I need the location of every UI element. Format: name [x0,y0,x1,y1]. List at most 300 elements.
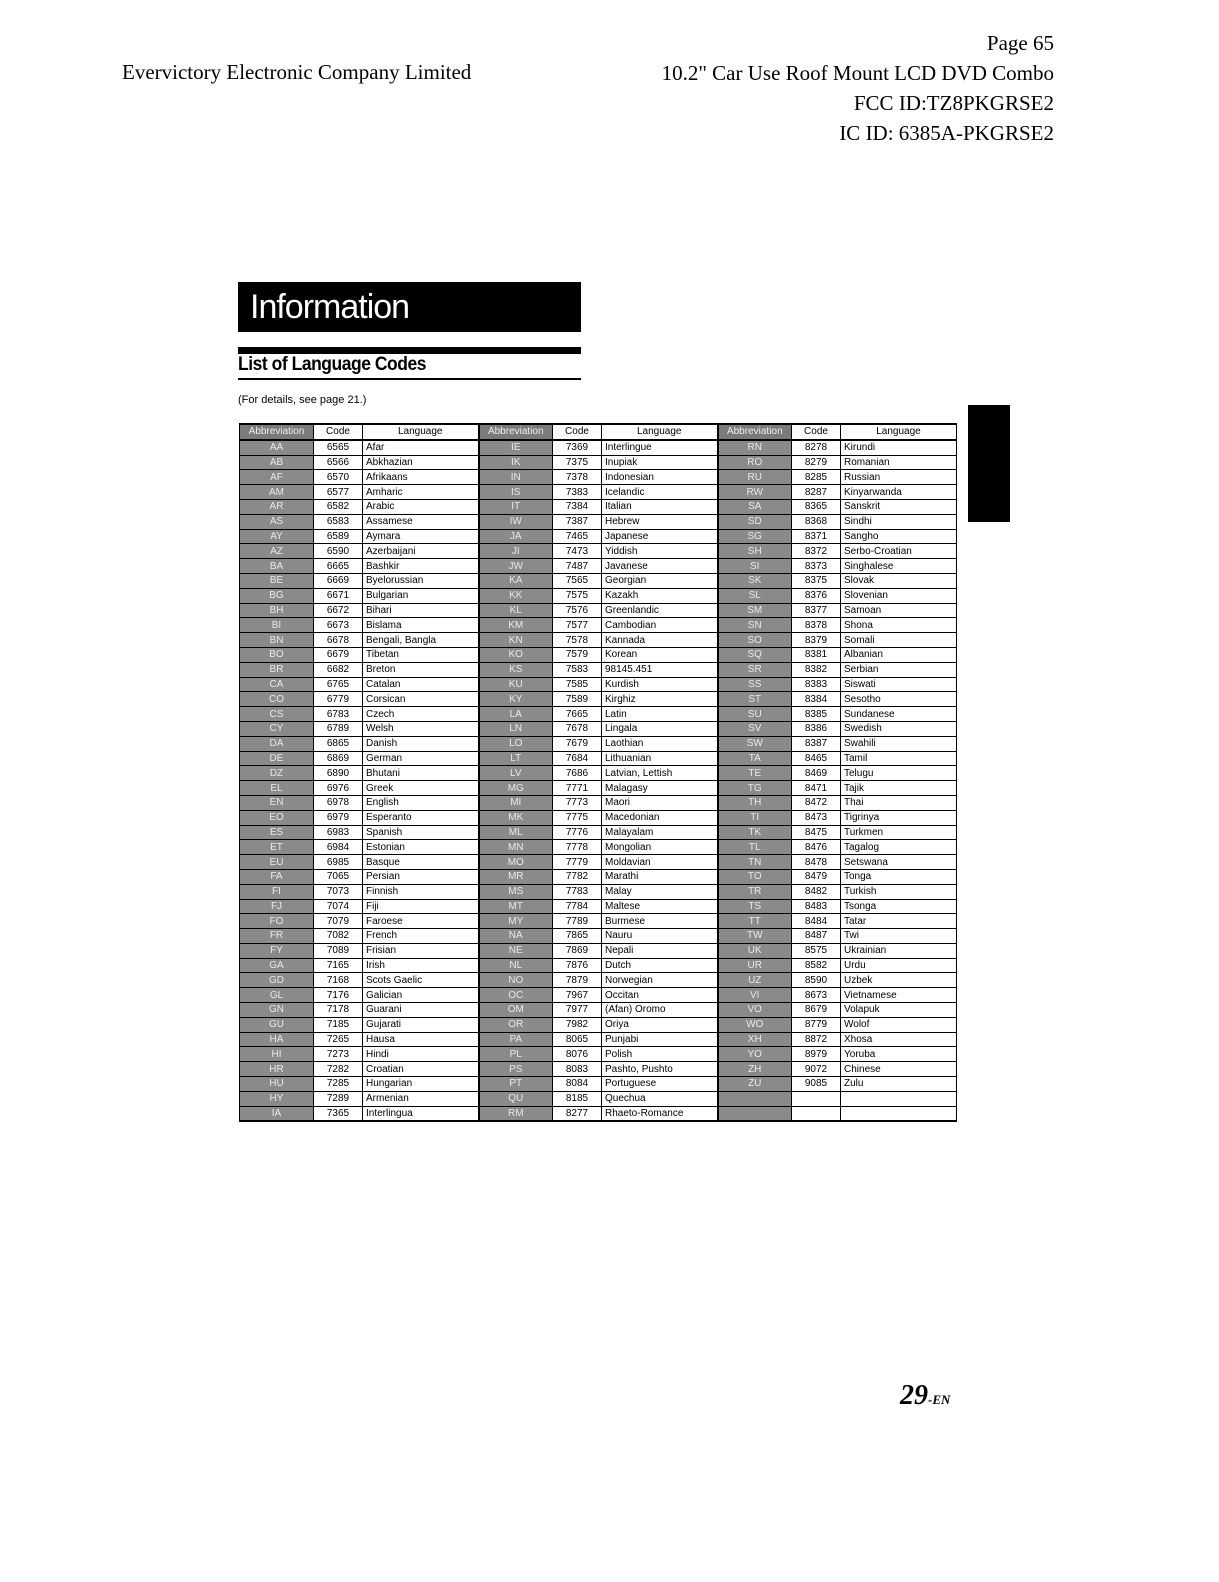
abbreviation-cell: SV [718,721,792,736]
language-cell: Catalan [363,677,479,692]
code-cell: 6577 [314,485,363,500]
code-cell: 7375 [553,455,602,470]
code-cell: 7073 [314,884,363,899]
abbreviation-cell: IE [479,440,553,455]
abbreviation-cell: KO [479,647,553,662]
language-cell: Korean [602,647,718,662]
code-cell: 8076 [553,1047,602,1062]
language-cell: Finnish [363,884,479,899]
abbreviation-cell: HY [240,1091,314,1106]
table-row [240,869,957,884]
table-row [240,1047,957,1062]
abbreviation-cell: AA [240,440,314,455]
table-row [240,988,957,1003]
language-cell: Azerbaijani [363,544,479,559]
abbreviation-cell: JW [479,559,553,574]
code-cell: 6671 [314,588,363,603]
code-cell: 7065 [314,869,363,884]
abbreviation-cell: OC [479,988,553,1003]
code-cell: 6765 [314,677,363,692]
language-cell: Fiji [363,899,479,914]
abbreviation-cell: MR [479,869,553,884]
abbreviation-cell: FJ [240,899,314,914]
language-cell: Interlingua [363,1106,479,1121]
language-cell: Urdu [841,958,957,973]
abbreviation-cell: KU [479,677,553,692]
abbreviation-cell: LO [479,736,553,751]
language-cell: Indonesian [602,470,718,485]
code-cell: 7282 [314,1062,363,1077]
code-cell: 8590 [792,973,841,988]
language-cell: Corsican [363,692,479,707]
language-cell: Albanian [841,647,957,662]
abbreviation-cell: KM [479,618,553,633]
code-cell: 8679 [792,1003,841,1018]
language-cell: Slovenian [841,588,957,603]
abbreviation-cell: SL [718,588,792,603]
abbreviation-cell: DE [240,751,314,766]
code-cell: 8483 [792,899,841,914]
code-cell: 6570 [314,470,363,485]
code-cell: 8673 [792,988,841,1003]
table-row [240,973,957,988]
language-cell: Cambodian [602,618,718,633]
code-cell: 7579 [553,647,602,662]
code-cell: 6678 [314,633,363,648]
language-cell: Tigrinya [841,810,957,825]
abbreviation-cell: HR [240,1062,314,1077]
code-cell: 7565 [553,573,602,588]
code-cell: 7775 [553,810,602,825]
language-cell: Volapuk [841,1003,957,1018]
table-row [240,1062,957,1077]
code-cell: 8368 [792,514,841,529]
code-cell: 6789 [314,721,363,736]
code-cell: 6865 [314,736,363,751]
code-cell: 8377 [792,603,841,618]
table-row [240,455,957,470]
information-banner [238,282,581,332]
abbreviation-cell: OR [479,1017,553,1032]
code-cell: 7876 [553,958,602,973]
code-cell: 8482 [792,884,841,899]
code-cell: 7589 [553,692,602,707]
banner-title: Information [250,288,410,326]
code-cell: 8376 [792,588,841,603]
column-header: Abbreviation [718,424,792,440]
abbreviation-cell: GN [240,1003,314,1018]
language-cell: (Afan) Oromo [602,1003,718,1018]
language-cell: Malagasy [602,781,718,796]
table-row [240,529,957,544]
column-header: Abbreviation [240,424,314,440]
table-row [240,825,957,840]
abbreviation-cell: MT [479,899,553,914]
abbreviation-cell: EO [240,810,314,825]
language-cell: Xhosa [841,1032,957,1047]
code-cell: 7783 [553,884,602,899]
language-cell: Persian [363,869,479,884]
table-row [240,914,957,929]
code-cell: 7778 [553,840,602,855]
language-cell: Laothian [602,736,718,751]
code-cell: 7782 [553,869,602,884]
language-cell: Faroese [363,914,479,929]
abbreviation-cell: MO [479,855,553,870]
code-cell: 7779 [553,855,602,870]
side-index-tab [968,405,1010,522]
code-cell: 7487 [553,559,602,574]
abbreviation-cell: UR [718,958,792,973]
table-row [240,544,957,559]
table-row [240,1032,957,1047]
abbreviation-cell: XH [718,1032,792,1047]
abbreviation-cell: NO [479,973,553,988]
abbreviation-cell: TE [718,766,792,781]
abbreviation-cell: AZ [240,544,314,559]
language-cell: Kinyarwanda [841,485,957,500]
abbreviation-cell: TS [718,899,792,914]
code-cell: 8379 [792,633,841,648]
language-cell: Guarani [363,1003,479,1018]
abbreviation-cell: FI [240,884,314,899]
abbreviation-cell: BR [240,662,314,677]
abbreviation-cell: SH [718,544,792,559]
code-cell: 6582 [314,499,363,514]
abbreviation-cell: IS [479,485,553,500]
table-row [240,855,957,870]
code-cell: 8471 [792,781,841,796]
language-cell: Dutch [602,958,718,973]
language-cell: Thai [841,795,957,810]
code-cell: 8473 [792,810,841,825]
abbreviation-cell: AF [240,470,314,485]
abbreviation-cell: PS [479,1062,553,1077]
abbreviation-cell: CA [240,677,314,692]
abbreviation-cell: OM [479,1003,553,1018]
language-cell: Kurdish [602,677,718,692]
abbreviation-cell: BE [240,573,314,588]
language-cell [841,1106,957,1121]
abbreviation-cell: TO [718,869,792,884]
code-cell: 8084 [553,1077,602,1092]
language-cell: Scots Gaelic [363,973,479,988]
language-cell: Tamil [841,751,957,766]
table-row [240,1106,957,1121]
abbreviation-cell: DZ [240,766,314,781]
table-row [240,899,957,914]
abbreviation-cell: RO [718,455,792,470]
abbreviation-cell: TK [718,825,792,840]
abbreviation-cell: IK [479,455,553,470]
table-row [240,884,957,899]
language-cell: Welsh [363,721,479,736]
language-cell: Irish [363,958,479,973]
section-title: List of Language Codes [238,354,427,375]
language-cell: Burmese [602,914,718,929]
language-cell: Breton [363,662,479,677]
table-row [240,692,957,707]
table-row [240,662,957,677]
code-cell: 8285 [792,470,841,485]
abbreviation-cell: NL [479,958,553,973]
language-cell: Kirundi [841,440,957,455]
abbreviation-cell: HI [240,1047,314,1062]
language-cell: Telugu [841,766,957,781]
code-cell: 7074 [314,899,363,914]
code-cell: 7378 [553,470,602,485]
code-cell: 7686 [553,766,602,781]
table-row [240,929,957,944]
abbreviation-cell: SU [718,707,792,722]
language-cell: French [363,929,479,944]
abbreviation-cell: JA [479,529,553,544]
abbreviation-cell: KN [479,633,553,648]
abbreviation-cell: NA [479,929,553,944]
table-row [240,470,957,485]
language-cell: Singhalese [841,559,957,574]
code-cell: 6983 [314,825,363,840]
abbreviation-cell: VI [718,988,792,1003]
code-cell: 8484 [792,914,841,929]
code-cell: 7577 [553,618,602,633]
language-cell: Chinese [841,1062,957,1077]
abbreviation-cell: YO [718,1047,792,1062]
abbreviation-cell: MS [479,884,553,899]
language-cell: Japanese [602,529,718,544]
language-cell: Byelorussian [363,573,479,588]
language-cell: Sanskrit [841,499,957,514]
code-cell: 7665 [553,707,602,722]
code-cell: 8487 [792,929,841,944]
language-cell: Lithuanian [602,751,718,766]
abbreviation-cell: PT [479,1077,553,1092]
code-cell: 7082 [314,929,363,944]
product-name: 10.2" Car Use Roof Mount LCD DVD Combo [661,61,1054,85]
language-cell: Tatar [841,914,957,929]
language-cell: Hausa [363,1032,479,1047]
table-row [240,1077,957,1092]
code-cell: 8582 [792,958,841,973]
code-cell: 7679 [553,736,602,751]
abbreviation-cell: VO [718,1003,792,1018]
abbreviation-cell: SS [718,677,792,692]
code-cell: 8373 [792,559,841,574]
language-cell: Basque [363,855,479,870]
language-cell: Siswati [841,677,957,692]
table-row [240,721,957,736]
code-cell: 8872 [792,1032,841,1047]
code-cell: 7869 [553,943,602,958]
abbreviation-cell: FA [240,869,314,884]
language-cell: Marathi [602,869,718,884]
column-header: Language [841,424,957,440]
code-cell: 8287 [792,485,841,500]
abbreviation-cell: RW [718,485,792,500]
abbreviation-cell: ES [240,825,314,840]
language-cell: Zulu [841,1077,957,1092]
abbreviation-cell: MI [479,795,553,810]
abbreviation-cell: JI [479,544,553,559]
abbreviation-cell: ET [240,840,314,855]
abbreviation-cell: IW [479,514,553,529]
language-cell: Greenlandic [602,603,718,618]
language-cell: Danish [363,736,479,751]
language-cell: Bengali, Bangla [363,633,479,648]
table-row [240,781,957,796]
code-cell: 7178 [314,1003,363,1018]
code-cell: 6985 [314,855,363,870]
language-cell: Bashkir [363,559,479,574]
language-cell: Wolof [841,1017,957,1032]
language-cell: Russian [841,470,957,485]
code-cell: 6679 [314,647,363,662]
language-cell: Latin [602,707,718,722]
abbreviation-cell: CS [240,707,314,722]
language-cell: Bihari [363,603,479,618]
language-cell: Rhaeto-Romance [602,1106,718,1121]
language-cell: Spanish [363,825,479,840]
abbreviation-cell: FR [240,929,314,944]
table-row [240,573,957,588]
language-cell: Quechua [602,1091,718,1106]
language-cell: Yoruba [841,1047,957,1062]
details-note: (For details, see page 21.) [238,394,367,406]
language-cell: Bislama [363,618,479,633]
code-cell: 6976 [314,781,363,796]
abbreviation-cell: IA [240,1106,314,1121]
language-cell: Uzbek [841,973,957,988]
code-cell: 8279 [792,455,841,470]
code-cell: 8381 [792,647,841,662]
code-cell: 7185 [314,1017,363,1032]
language-cell: Nauru [602,929,718,944]
abbreviation-cell: MY [479,914,553,929]
abbreviation-cell: MK [479,810,553,825]
code-cell: 8386 [792,721,841,736]
language-cell: Swahili [841,736,957,751]
abbreviation-cell: GD [240,973,314,988]
page-label: Page 65 [986,31,1054,55]
abbreviation-cell [718,1106,792,1121]
code-cell: 7684 [553,751,602,766]
abbreviation-cell: KL [479,603,553,618]
code-cell: 8278 [792,440,841,455]
language-cell: Aymara [363,529,479,544]
section-rule-bottom [238,378,581,380]
language-cell: Sangho [841,529,957,544]
abbreviation-cell: HA [240,1032,314,1047]
company-name: Evervictory Electronic Company Limited [122,60,472,84]
abbreviation-cell: KK [479,588,553,603]
code-cell: 7879 [553,973,602,988]
code-cell: 8185 [553,1091,602,1106]
language-cell: Maori [602,795,718,810]
abbreviation-cell: DA [240,736,314,751]
page-number-suffix: -EN [928,1392,951,1407]
language-cell: Macedonian [602,810,718,825]
code-cell: 6673 [314,618,363,633]
column-header: Language [363,424,479,440]
language-cell: 98145.451 [602,662,718,677]
code-cell: 8476 [792,840,841,855]
abbreviation-cell: SM [718,603,792,618]
code-cell: 8083 [553,1062,602,1077]
abbreviation-cell: BH [240,603,314,618]
abbreviation-cell: SR [718,662,792,677]
code-cell: 8371 [792,529,841,544]
table-row [240,499,957,514]
language-cell: Tajik [841,781,957,796]
abbreviation-cell: CY [240,721,314,736]
language-cell: Moldavian [602,855,718,870]
language-cell: Yiddish [602,544,718,559]
abbreviation-cell: EN [240,795,314,810]
code-cell: 7089 [314,943,363,958]
abbreviation-cell: HU [240,1077,314,1092]
abbreviation-cell: LA [479,707,553,722]
abbreviation-cell: SN [718,618,792,633]
abbreviation-cell: TG [718,781,792,796]
code-cell: 6565 [314,440,363,455]
language-codes-table [239,423,957,1122]
abbreviation-cell: BG [240,588,314,603]
document-header-block [662,28,1054,148]
table-row [240,707,957,722]
abbreviation-cell: KS [479,662,553,677]
language-cell: Tonga [841,869,957,884]
code-cell: 8465 [792,751,841,766]
abbreviation-cell: RN [718,440,792,455]
code-cell: 8378 [792,618,841,633]
abbreviation-cell: TT [718,914,792,929]
code-cell: 6682 [314,662,363,677]
code-cell: 8365 [792,499,841,514]
code-cell: 7369 [553,440,602,455]
table-row [240,840,957,855]
code-cell: 6984 [314,840,363,855]
table-header-row [240,424,957,440]
code-cell: 7165 [314,958,363,973]
column-header: Language [602,424,718,440]
abbreviation-cell: NE [479,943,553,958]
code-cell: 7273 [314,1047,363,1062]
language-cell: Shona [841,618,957,633]
language-cell: Amharic [363,485,479,500]
language-cell: Abkhazian [363,455,479,470]
abbreviation-cell: SI [718,559,792,574]
code-cell: 8277 [553,1106,602,1121]
code-cell: 8575 [792,943,841,958]
abbreviation-cell: FO [240,914,314,929]
code-cell: 6890 [314,766,363,781]
language-cell: Norwegian [602,973,718,988]
abbreviation-cell: SD [718,514,792,529]
table-row [240,795,957,810]
abbreviation-cell: RM [479,1106,553,1121]
language-cell: Kannada [602,633,718,648]
language-cell: Samoan [841,603,957,618]
code-cell: 7771 [553,781,602,796]
table-row [240,618,957,633]
abbreviation-cell: PA [479,1032,553,1047]
abbreviation-cell: CO [240,692,314,707]
language-cell: English [363,795,479,810]
table-row [240,1017,957,1032]
abbreviation-cell: EL [240,781,314,796]
language-cell: Gujarati [363,1017,479,1032]
abbreviation-cell: ZU [718,1077,792,1092]
